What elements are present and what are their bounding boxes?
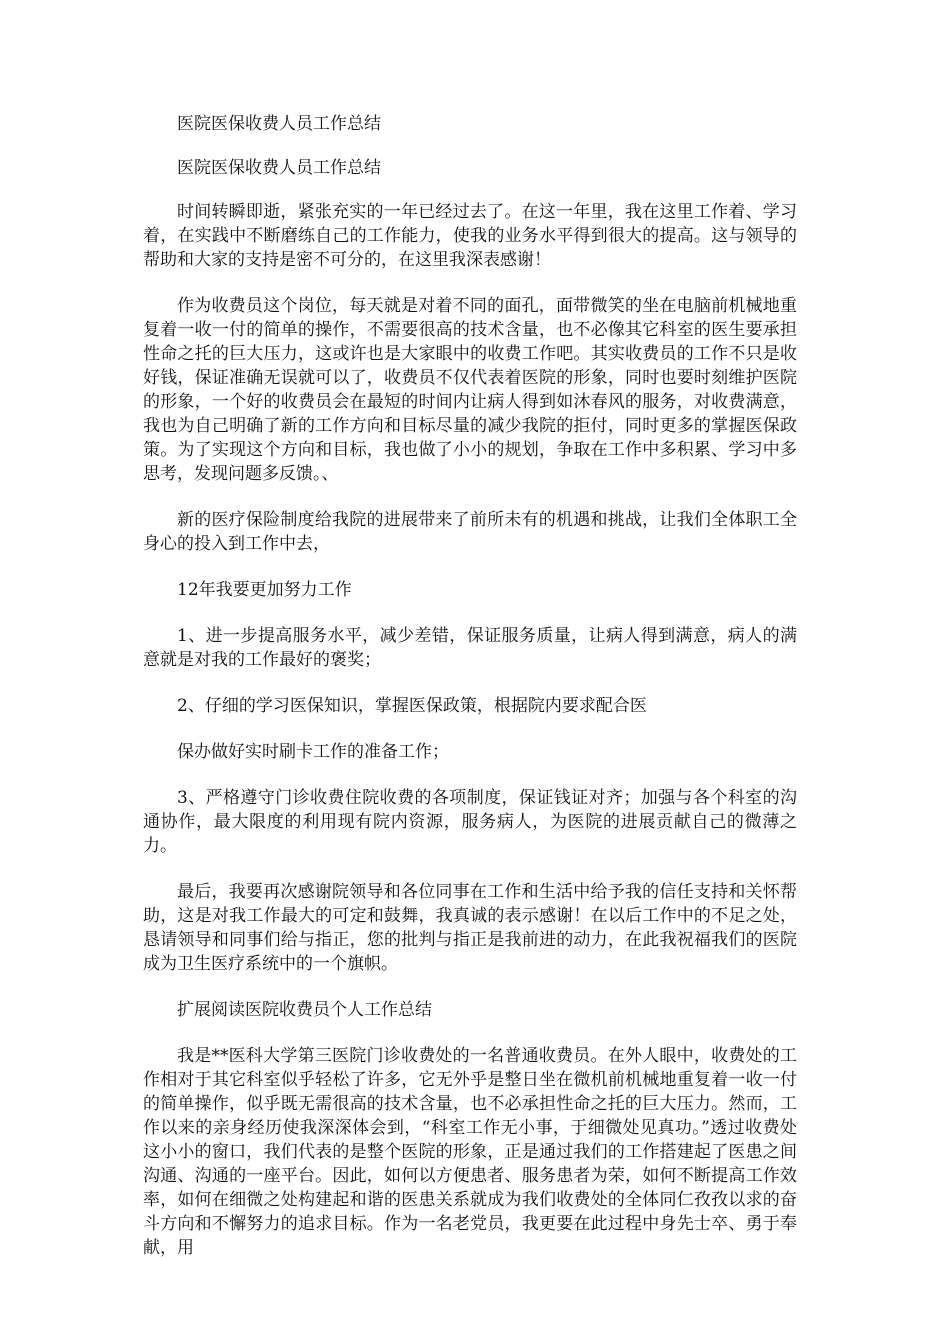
paragraph-closing-thanks: 最后，我要再次感谢院领导和各位同事在工作和生活中给予我的信任支持和关怀帮助，这是对我工作最大的可定和鼓舞，我真诚的表示感谢！在以后工作中的不足之处，恳请领导和同事们给与指正，您的批判与指正是我前进的动力，在此我祝福我们的医院成为卫生医疗系统中的一个旗帜。 — [143, 882, 797, 974]
paragraph-point-2: 2、仔细的学习医保知识，掌握医保政策，根据院内要求配合医 — [177, 696, 647, 716]
document-subtitle: 医院医保收费人员工作总结 — [177, 158, 381, 178]
paragraph-new-insurance-system: 新的医疗保险制度给我院的进展带来了前所未有的机遇和挑战，让我们全体职工全身心的投入到工作中去， — [143, 510, 797, 554]
paragraph-point-1: 1、进一步提高服务水平，减少差错，保证服务质量，让病人得到满意，病人的满意就是对我的工作最好的褒奖； — [143, 626, 797, 670]
paragraph-cashier-role: 作为收费员这个岗位，每天就是对着不同的面孔，面带微笑的坐在电脑前机械地重复着一收一付的简单的操作，不需要很高的技术含量，也不必像其它科室的医生要承担性命之托的巨大压力，这或许也是大家眼中的收费工作吧。其实收费员的工作不只是收好钱，保证准确无误就可以了，收费员不仅代表着医院的形象，同时也要时刻维护医院的形象，一个好的收费员会在最短的时间内让病人得到如沐春风的服务，对收费满意，我也为自己明确了新的工作方向和目标尽量的减少我院的拒付，同时更多的掌握医保政策。为了实现这个方向和目标，我也做了小小的规划，争取在工作中多积累、学习中多思考，发现问题多反馈。、 — [143, 296, 797, 484]
paragraph-extended-reading-heading: 扩展阅读医院收费员个人工作总结 — [177, 1000, 432, 1020]
paragraph-intro: 时间转瞬即逝，紧张充实的一年已经过去了。在这一年里，我在这里工作着、学习着，在实践中不断磨练自己的工作能力，使我的业务水平得到很大的提高。这与领导的帮助和大家的支持是密不可分的，在这里我深表感谢！ — [143, 202, 797, 270]
document-page — [143, 112, 797, 1282]
paragraph-point-2-continued: 保办做好实时刷卡工作的准备工作； — [177, 742, 449, 762]
paragraph-year-goal: 12年我要更加努力工作 — [177, 580, 352, 600]
paragraph-extended-reading-body: 我是**医科大学第三医院门诊收费处的一名普通收费员。在外人眼中，收费处的工作相对于其它科室似乎轻松了许多，它无外乎是整日坐在微机前机械地重复着一收一付的简单操作，似乎既无需很高的技术含量，也不必承担性命之托的巨大压力。然而，工作以来的亲身经历使我深深体会到，“科室工作无小事，于细微处见真功。”透过收费处这小小的窗口，我们代表的是整个医院的形象，正是通过我们的工作搭建起了医患之间沟通、沟通的一座平台。因此，如何以方便患者、服务患者为荣，如何不断提高工作效率，如何在细微之处构建起和谐的医患关系就成为我们收费处的全体同仁孜孜以求的奋斗方向和不懈努力的追求目标。作为一名老党员，我更要在此过程中身先士卒、勇于奉献，用 — [143, 1046, 797, 1258]
paragraph-point-3: 3、严格遵守门诊收费住院收费的各项制度，保证钱证对齐；加强与各个科室的沟通协作，最大限度的利用现有院内资源，服务病人，为医院的进展贡献自己的微薄之力。 — [143, 788, 797, 856]
document-title: 医院医保收费人员工作总结 — [177, 114, 381, 134]
